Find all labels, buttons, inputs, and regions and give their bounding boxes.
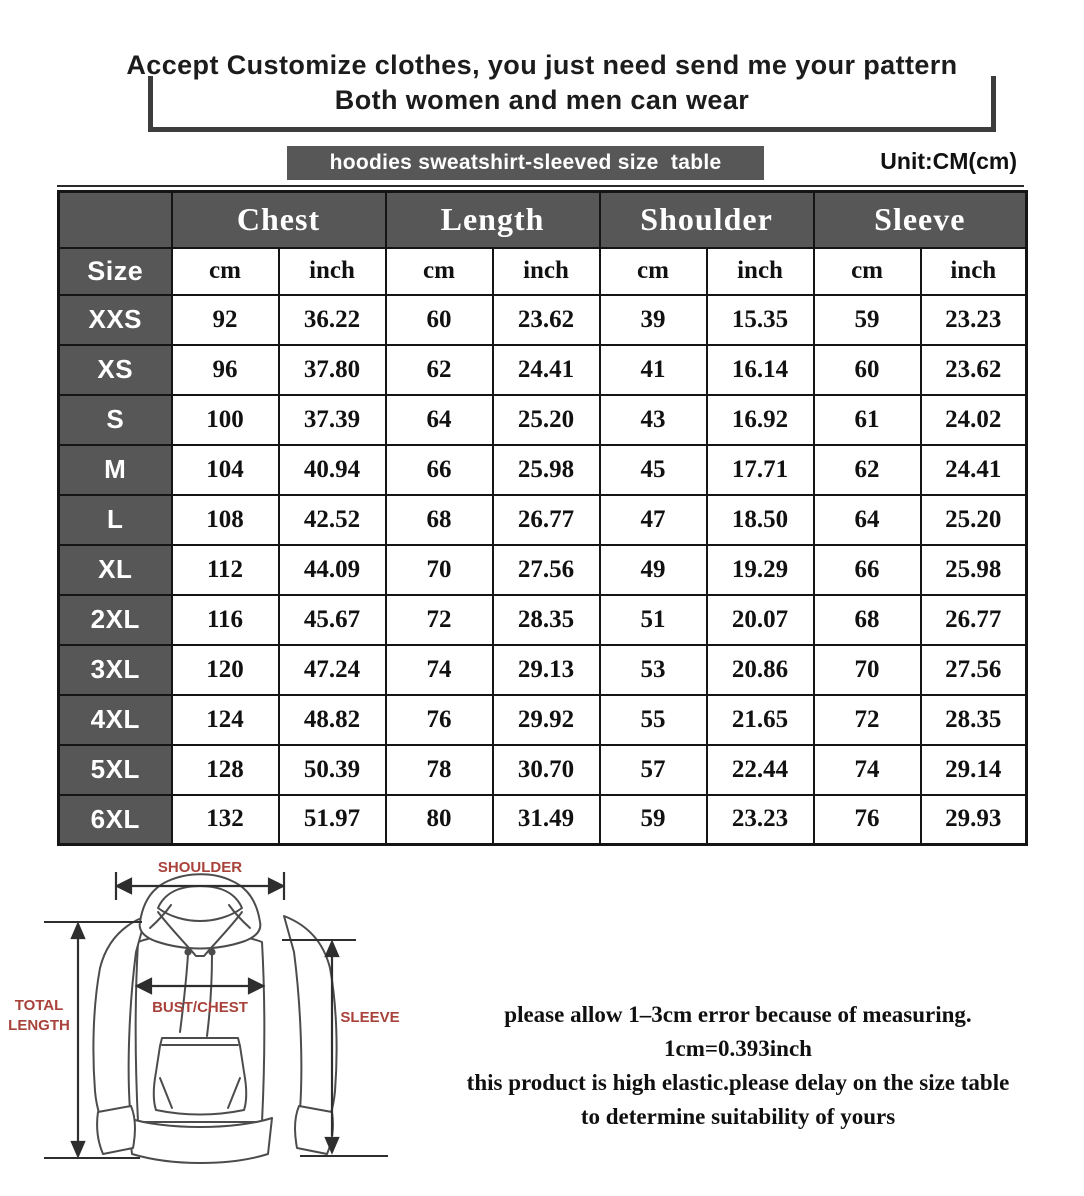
measurement-cell: 61 bbox=[814, 395, 921, 445]
table-title-bar: hoodies sweatshirt-sleeved size table bbox=[287, 146, 764, 180]
group-header-row bbox=[59, 192, 1027, 248]
table-row bbox=[59, 745, 1027, 795]
measurement-cell: 31.49 bbox=[493, 795, 600, 845]
page-title-line1: Accept Customize clothes, you just need send me your pattern bbox=[126, 50, 958, 80]
table-row bbox=[59, 795, 1027, 845]
sub-header-cell: cm bbox=[386, 248, 493, 295]
measurement-cell: 36.22 bbox=[279, 295, 386, 345]
measurement-cell: 64 bbox=[814, 495, 921, 545]
measurement-cell: 27.56 bbox=[493, 545, 600, 595]
column-group-chest: Chest bbox=[172, 192, 386, 248]
measurement-cell: 37.80 bbox=[279, 345, 386, 395]
measurement-cell: 43 bbox=[600, 395, 707, 445]
measurement-cell: 78 bbox=[386, 745, 493, 795]
measurement-cell: 60 bbox=[386, 295, 493, 345]
measurement-cell: 28.35 bbox=[493, 595, 600, 645]
table-row bbox=[59, 395, 1027, 445]
table-top-rule bbox=[57, 185, 1024, 187]
measurement-cell: 23.23 bbox=[921, 295, 1027, 345]
measurement-cell: 25.98 bbox=[921, 545, 1027, 595]
measurement-cell: 25.20 bbox=[921, 495, 1027, 545]
measurement-cell: 51.97 bbox=[279, 795, 386, 845]
measurement-cell: 45 bbox=[600, 445, 707, 495]
measuring-notes bbox=[400, 998, 1076, 1134]
measurement-cell: 70 bbox=[814, 645, 921, 695]
measurement-cell: 29.13 bbox=[493, 645, 600, 695]
measurement-cell: 23.62 bbox=[493, 295, 600, 345]
shoulder-label: SHOULDER bbox=[157, 859, 243, 876]
measurement-cell: 66 bbox=[814, 545, 921, 595]
measurement-cell: 29.14 bbox=[921, 745, 1027, 795]
measurement-cell: 42.52 bbox=[279, 495, 386, 545]
measurement-cell: 23.62 bbox=[921, 345, 1027, 395]
measurement-cell: 76 bbox=[386, 695, 493, 745]
measurement-cell: 44.09 bbox=[279, 545, 386, 595]
table-row bbox=[59, 345, 1027, 395]
column-group-sleeve: Sleeve bbox=[814, 192, 1027, 248]
column-group-length: Length bbox=[386, 192, 600, 248]
measurement-cell: 62 bbox=[814, 445, 921, 495]
measurement-cell: 64 bbox=[386, 395, 493, 445]
size-label-cell: 5XL bbox=[59, 745, 172, 795]
measurement-cell: 68 bbox=[386, 495, 493, 545]
table-row bbox=[59, 545, 1027, 595]
size-label-cell: 4XL bbox=[59, 695, 172, 745]
sub-header-cell: cm bbox=[600, 248, 707, 295]
measurement-cell: 74 bbox=[386, 645, 493, 695]
size-label-cell: L bbox=[59, 495, 172, 545]
table-row bbox=[59, 645, 1027, 695]
sub-header-cell: inch bbox=[707, 248, 814, 295]
measurement-cell: 120 bbox=[172, 645, 279, 695]
table-row bbox=[59, 295, 1027, 345]
measurement-cell: 57 bbox=[600, 745, 707, 795]
measurement-cell: 21.65 bbox=[707, 695, 814, 745]
measurement-cell: 92 bbox=[172, 295, 279, 345]
sub-header-cell: inch bbox=[493, 248, 600, 295]
size-column-header: Size bbox=[59, 248, 172, 295]
size-table bbox=[57, 190, 1028, 846]
measurement-cell: 24.41 bbox=[493, 345, 600, 395]
measurement-cell: 72 bbox=[386, 595, 493, 645]
measurement-cell: 26.77 bbox=[493, 495, 600, 545]
measurement-cell: 39 bbox=[600, 295, 707, 345]
measurement-cell: 27.56 bbox=[921, 645, 1027, 695]
measurement-cell: 53 bbox=[600, 645, 707, 695]
measurement-cell: 47.24 bbox=[279, 645, 386, 695]
measurement-cell: 104 bbox=[172, 445, 279, 495]
sub-header-row bbox=[59, 248, 1027, 295]
measurement-cell: 59 bbox=[600, 795, 707, 845]
measurement-cell: 50.39 bbox=[279, 745, 386, 795]
measurement-cell: 18.50 bbox=[707, 495, 814, 545]
bust-chest-label: BUST/CHEST bbox=[152, 999, 248, 1016]
measurement-cell: 55 bbox=[600, 695, 707, 745]
measurement-cell: 26.77 bbox=[921, 595, 1027, 645]
measurement-cell: 66 bbox=[386, 445, 493, 495]
size-label-cell: XL bbox=[59, 545, 172, 595]
size-table-body bbox=[59, 295, 1027, 845]
hoodie-drawing bbox=[93, 874, 336, 1163]
measurement-cell: 49 bbox=[600, 545, 707, 595]
measurement-cell: 128 bbox=[172, 745, 279, 795]
size-label-cell: M bbox=[59, 445, 172, 495]
measurement-cell: 96 bbox=[172, 345, 279, 395]
measurement-cell: 23.23 bbox=[707, 795, 814, 845]
total-length-label: TOTAL LENGTH bbox=[8, 997, 70, 1034]
measurement-cell: 76 bbox=[814, 795, 921, 845]
column-group-shoulder: Shoulder bbox=[600, 192, 814, 248]
measurement-cell: 48.82 bbox=[279, 695, 386, 745]
measurement-cell: 25.98 bbox=[493, 445, 600, 495]
size-label-cell: 2XL bbox=[59, 595, 172, 645]
table-row bbox=[59, 495, 1027, 545]
measurement-cell: 60 bbox=[814, 345, 921, 395]
unit-label: Unit:CM(cm) bbox=[880, 148, 1017, 174]
measurement-cell: 74 bbox=[814, 745, 921, 795]
measurement-cell: 70 bbox=[386, 545, 493, 595]
measurement-cell: 80 bbox=[386, 795, 493, 845]
measurement-cell: 20.86 bbox=[707, 645, 814, 695]
page-title-line2: Both women and men can wear bbox=[334, 85, 750, 115]
measurement-cell: 16.14 bbox=[707, 345, 814, 395]
size-label-cell: 3XL bbox=[59, 645, 172, 695]
measurement-cell: 116 bbox=[172, 595, 279, 645]
note-line: this product is high elastic.please delay on the size table bbox=[466, 1070, 1010, 1095]
measurement-cell: 29.92 bbox=[493, 695, 600, 745]
measurement-cell: 132 bbox=[172, 795, 279, 845]
measurement-cell: 51 bbox=[600, 595, 707, 645]
measurement-cell: 30.70 bbox=[493, 745, 600, 795]
measurement-cell: 16.92 bbox=[707, 395, 814, 445]
measurement-cell: 24.41 bbox=[921, 445, 1027, 495]
corner-cell bbox=[59, 192, 172, 248]
measurement-cell: 15.35 bbox=[707, 295, 814, 345]
note-line: 1cm=0.393inch bbox=[664, 1036, 812, 1061]
measurement-cell: 28.35 bbox=[921, 695, 1027, 745]
size-label-cell: S bbox=[59, 395, 172, 445]
note-line: please allow 1–3cm error because of measuring. bbox=[504, 1002, 972, 1027]
sub-header-cell: cm bbox=[172, 248, 279, 295]
size-label-cell: 6XL bbox=[59, 795, 172, 845]
measurement-cell: 37.39 bbox=[279, 395, 386, 445]
measurement-cell: 17.71 bbox=[707, 445, 814, 495]
measurement-cell: 68 bbox=[814, 595, 921, 645]
measurement-cell: 29.93 bbox=[921, 795, 1027, 845]
table-row bbox=[59, 445, 1027, 495]
measurement-cell: 40.94 bbox=[279, 445, 386, 495]
page-title bbox=[60, 48, 1024, 118]
measurement-cell: 19.29 bbox=[707, 545, 814, 595]
sub-header-cell: inch bbox=[921, 248, 1027, 295]
note-line: to determine suitability of yours bbox=[580, 1104, 896, 1129]
measurement-diagram bbox=[0, 856, 430, 1196]
measurement-cell: 100 bbox=[172, 395, 279, 445]
measurement-cell: 47 bbox=[600, 495, 707, 545]
measurement-cell: 108 bbox=[172, 495, 279, 545]
table-row bbox=[59, 695, 1027, 745]
measurement-cell: 22.44 bbox=[707, 745, 814, 795]
measurement-cell: 62 bbox=[386, 345, 493, 395]
size-label-cell: XS bbox=[59, 345, 172, 395]
sub-header-cell: inch bbox=[279, 248, 386, 295]
sub-header-cell: cm bbox=[814, 248, 921, 295]
measurement-cell: 45.67 bbox=[279, 595, 386, 645]
measurement-cell: 59 bbox=[814, 295, 921, 345]
measurement-cell: 20.07 bbox=[707, 595, 814, 645]
measurement-cell: 112 bbox=[172, 545, 279, 595]
measurement-cell: 124 bbox=[172, 695, 279, 745]
size-label-cell: XXS bbox=[59, 295, 172, 345]
table-row bbox=[59, 595, 1027, 645]
measurement-cell: 24.02 bbox=[921, 395, 1027, 445]
measurement-cell: 41 bbox=[600, 345, 707, 395]
measurement-cell: 72 bbox=[814, 695, 921, 745]
sleeve-label: SLEEVE bbox=[340, 1009, 400, 1026]
measurement-cell: 25.20 bbox=[493, 395, 600, 445]
